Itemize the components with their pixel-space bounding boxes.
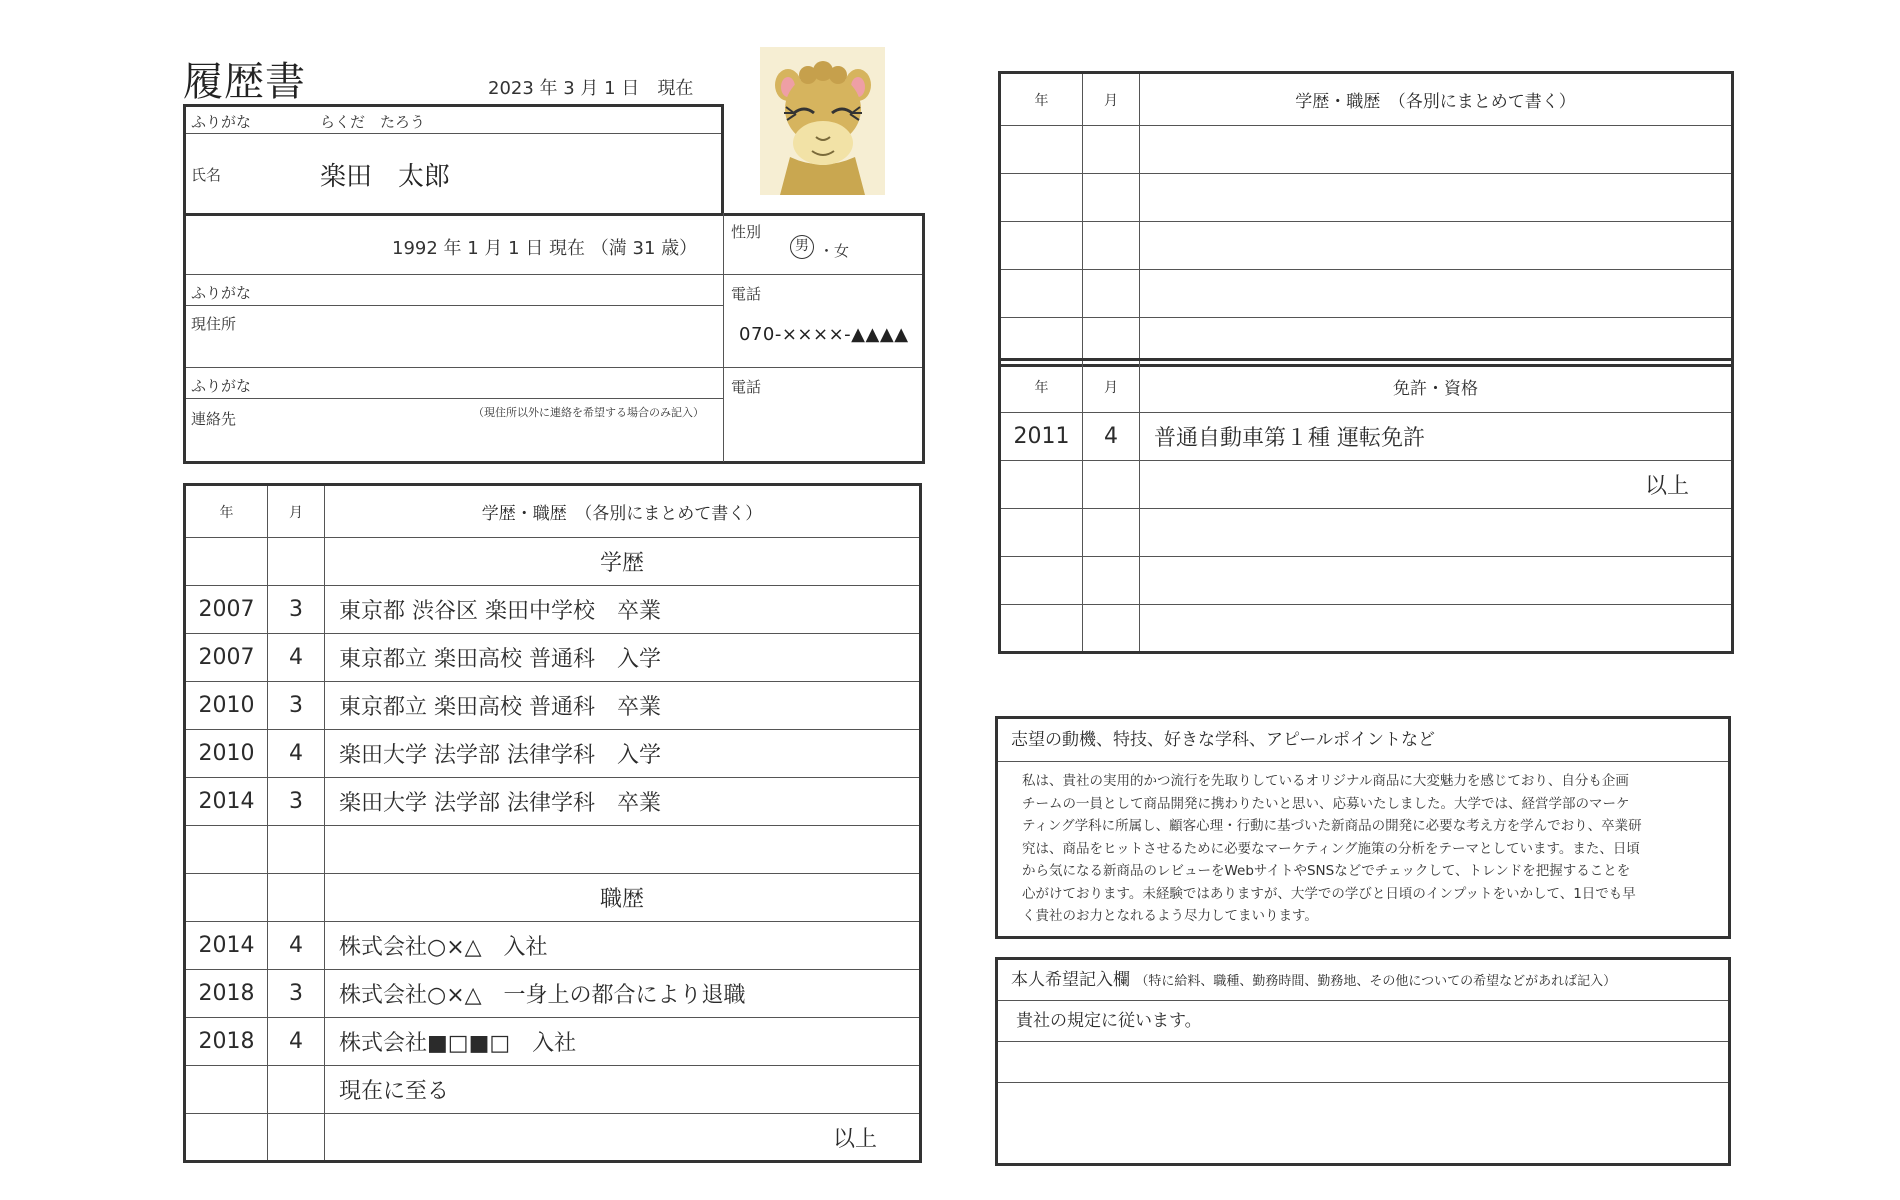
- table-row: [185, 586, 921, 634]
- wish-blank-row[interactable]: [998, 1083, 1728, 1124]
- gender-female-label[interactable]: ・女: [819, 242, 850, 260]
- cell-month[interactable]: [268, 874, 325, 922]
- history-continuation-table: [998, 71, 1734, 367]
- cell-month[interactable]: [268, 1114, 325, 1162]
- cell-month[interactable]: 4: [268, 730, 325, 778]
- motivation-heading: 志望の動機、特技、好きな学科、アピールポイントなど: [998, 719, 1728, 762]
- cell-desc[interactable]: 東京都立 楽田高校 普通科 入学: [325, 634, 921, 682]
- cell-desc[interactable]: 東京都立 楽田高校 普通科 卒業: [325, 682, 921, 730]
- cell-month[interactable]: [1083, 270, 1140, 318]
- cell-desc[interactable]: 職歴: [325, 874, 921, 922]
- licenses-table: [998, 358, 1734, 654]
- motivation-line: チームの一員として商品開発に携わりたいと思い、応募いたしました。大学では、経営学部のマーケ: [1022, 795, 1630, 812]
- header-desc: 免許・資格: [1140, 360, 1733, 413]
- cell-desc[interactable]: 東京都 渋谷区 楽田中学校 卒業: [325, 586, 921, 634]
- document-title: 履歴書: [183, 59, 306, 105]
- table-row: [185, 682, 921, 730]
- cell-year[interactable]: 2007: [185, 586, 268, 634]
- cell-month[interactable]: [268, 538, 325, 586]
- cell-desc[interactable]: 普通自動車第１種 運転免許: [1140, 413, 1733, 461]
- table-row: [185, 874, 921, 922]
- table-header-row: [1000, 73, 1733, 126]
- header-month: 月: [1083, 73, 1140, 126]
- cell-desc[interactable]: 株式会社■□■□ 入社: [325, 1018, 921, 1066]
- cell-year[interactable]: [1000, 605, 1083, 653]
- header-year: 年: [1000, 360, 1083, 413]
- cell-month[interactable]: 3: [268, 970, 325, 1018]
- wish-heading: 本人希望記入欄: [1011, 970, 1130, 990]
- table-row: [185, 730, 921, 778]
- cell-desc[interactable]: [1140, 174, 1733, 222]
- table-row: [1000, 605, 1733, 653]
- cell-month[interactable]: [268, 826, 325, 874]
- gender-label: 性別: [731, 223, 762, 241]
- phone-label: 電話: [731, 285, 762, 303]
- cell-year[interactable]: [185, 538, 268, 586]
- header-desc: 学歴・職歴 （各別にまとめて書く）: [325, 485, 921, 538]
- cell-year[interactable]: 2018: [185, 970, 268, 1018]
- gender-male-circled[interactable]: [790, 235, 814, 259]
- birth-date[interactable]: 1992 年 1 月 1 日 現在 （満 31 歳）: [392, 238, 698, 259]
- cell-year[interactable]: [1000, 461, 1083, 509]
- cell-month[interactable]: [268, 1066, 325, 1114]
- header-year: 年: [185, 485, 268, 538]
- wish-blank-row[interactable]: [998, 1042, 1728, 1083]
- wish-heading-row: [998, 960, 1728, 1001]
- cell-month[interactable]: [1083, 509, 1140, 557]
- wish-box: [995, 957, 1731, 1166]
- header-month: 月: [1083, 360, 1140, 413]
- cell-year[interactable]: [1000, 126, 1083, 174]
- cell-year[interactable]: [1000, 222, 1083, 270]
- table-row: [185, 922, 921, 970]
- table-row: [185, 970, 921, 1018]
- cell-year[interactable]: [185, 874, 268, 922]
- motivation-line: 私は、貴社の実用的かつ流行を先取りしているオリジナル商品に大変魅力を感じており、自分も企画: [1022, 773, 1629, 789]
- cell-desc[interactable]: [1140, 509, 1733, 557]
- table-row: [1000, 413, 1733, 461]
- cell-month[interactable]: 4: [268, 1018, 325, 1066]
- table-row: [1000, 557, 1733, 605]
- cell-year[interactable]: [1000, 270, 1083, 318]
- cell-desc[interactable]: [1140, 557, 1733, 605]
- table-row: [185, 538, 921, 586]
- cell-desc[interactable]: 以上: [325, 1114, 921, 1162]
- contact-label: 連絡先: [191, 410, 237, 428]
- cell-desc[interactable]: 学歴: [325, 538, 921, 586]
- table-row: [1000, 126, 1733, 174]
- cell-desc[interactable]: 楽田大学 法学部 法律学科 卒業: [325, 778, 921, 826]
- name-value[interactable]: 楽田 太郎: [320, 162, 451, 192]
- cell-month[interactable]: [1083, 126, 1140, 174]
- cell-desc[interactable]: 株式会社○×△ 入社: [325, 922, 921, 970]
- cell-desc[interactable]: [1140, 222, 1733, 270]
- table-row: [1000, 270, 1733, 318]
- cell-desc[interactable]: 以上: [1140, 461, 1733, 509]
- phone-value[interactable]: 070-××××-▲▲▲▲: [739, 324, 909, 345]
- table-header-row: [1000, 360, 1733, 413]
- table-row: [1000, 509, 1733, 557]
- furigana-label: ふりがな: [191, 113, 252, 131]
- table-row: [185, 1018, 921, 1066]
- cell-month[interactable]: 3: [268, 586, 325, 634]
- cell-year[interactable]: 2010: [185, 682, 268, 730]
- cell-month[interactable]: 4: [1083, 413, 1140, 461]
- cell-year[interactable]: [1000, 557, 1083, 605]
- cell-year[interactable]: [185, 1066, 268, 1114]
- contact-phone-label: 電話: [731, 378, 762, 396]
- table-row: [1000, 222, 1733, 270]
- table-row: [1000, 461, 1733, 509]
- contact-furigana-label: ふりがな: [191, 377, 252, 395]
- cell-desc[interactable]: [1140, 605, 1733, 653]
- education-work-history-table: [183, 483, 922, 1163]
- cell-desc[interactable]: 現在に至る: [325, 1066, 921, 1114]
- cell-month[interactable]: [1083, 557, 1140, 605]
- name-label: 氏名: [191, 166, 222, 184]
- cell-year[interactable]: 2011: [1000, 413, 1083, 461]
- motivation-line: く貴社のお力となれるよう尽力してまいります。: [1022, 908, 1318, 924]
- cell-year[interactable]: [185, 1114, 268, 1162]
- cell-desc[interactable]: [1140, 270, 1733, 318]
- motivation-box: [995, 716, 1731, 939]
- wish-note: （特に給料、職種、勤務時間、勤務地、その他についての希望などがあれば記入）: [1135, 974, 1617, 989]
- contact-note: （現住所以外に連絡を希望する場合のみ記入）: [473, 406, 704, 419]
- furigana-value[interactable]: らくだ たろう: [320, 113, 426, 131]
- document-date: 2023 年 3 月 1 日 現在: [488, 78, 694, 99]
- cell-month[interactable]: 3: [268, 778, 325, 826]
- wish-text-row[interactable]: [998, 1001, 1728, 1042]
- table-row: [185, 1114, 921, 1162]
- cell-year[interactable]: 2014: [185, 778, 268, 826]
- cell-year[interactable]: [1000, 509, 1083, 557]
- motivation-line: から気になる新商品のレビューをWebサイトやSNSなどでチェックして、トレンドを把握することを: [1022, 863, 1631, 879]
- wish-text: 貴社の規定に従います。: [1016, 1011, 1202, 1031]
- cell-year[interactable]: 2007: [185, 634, 268, 682]
- name-box: [183, 104, 724, 216]
- cell-month[interactable]: 4: [268, 922, 325, 970]
- table-row: [185, 826, 921, 874]
- cell-month[interactable]: [1083, 461, 1140, 509]
- motivation-line: 究は、商品をヒットさせるために必要なマーケティング施策の分析をテーマとしています。また、日頃: [1022, 840, 1640, 857]
- motivation-text[interactable]: [998, 762, 1728, 928]
- header-month: 月: [268, 485, 325, 538]
- cell-month[interactable]: 4: [268, 634, 325, 682]
- cell-desc[interactable]: 株式会社○×△ 一身上の都合により退職: [325, 970, 921, 1018]
- cell-month[interactable]: 3: [268, 682, 325, 730]
- cell-desc[interactable]: [325, 826, 921, 874]
- table-header-row: [185, 485, 921, 538]
- cell-year[interactable]: 2018: [185, 1018, 268, 1066]
- motivation-line: 心がけております。未経験ではありますが、大学での学びと日頃のインプットをいかして、1日でも早: [1022, 885, 1636, 902]
- cell-desc[interactable]: [1140, 126, 1733, 174]
- cell-month[interactable]: [1083, 605, 1140, 653]
- photo-camel-icon: [760, 47, 885, 195]
- table-row: [185, 634, 921, 682]
- address-label: 現住所: [191, 315, 237, 333]
- table-row: [185, 1066, 921, 1114]
- cell-month[interactable]: [1083, 174, 1140, 222]
- cell-year[interactable]: [1000, 174, 1083, 222]
- cell-year[interactable]: 2014: [185, 922, 268, 970]
- table-row: [1000, 174, 1733, 222]
- header-year: 年: [1000, 73, 1083, 126]
- cell-desc[interactable]: 楽田大学 法学部 法律学科 入学: [325, 730, 921, 778]
- gender-male-label: 男: [795, 238, 809, 254]
- address-furigana-label: ふりがな: [191, 284, 252, 302]
- cell-year[interactable]: 2010: [185, 730, 268, 778]
- motivation-line: ティング学科に所属し、顧客心理・行動に基づいた新商品の開発に必要な考え方を学んでおり、卒業研: [1022, 818, 1642, 834]
- cell-year[interactable]: [185, 826, 268, 874]
- header-desc: 学歴・職歴 （各別にまとめて書く）: [1140, 73, 1733, 126]
- table-row: [185, 778, 921, 826]
- cell-month[interactable]: [1083, 222, 1140, 270]
